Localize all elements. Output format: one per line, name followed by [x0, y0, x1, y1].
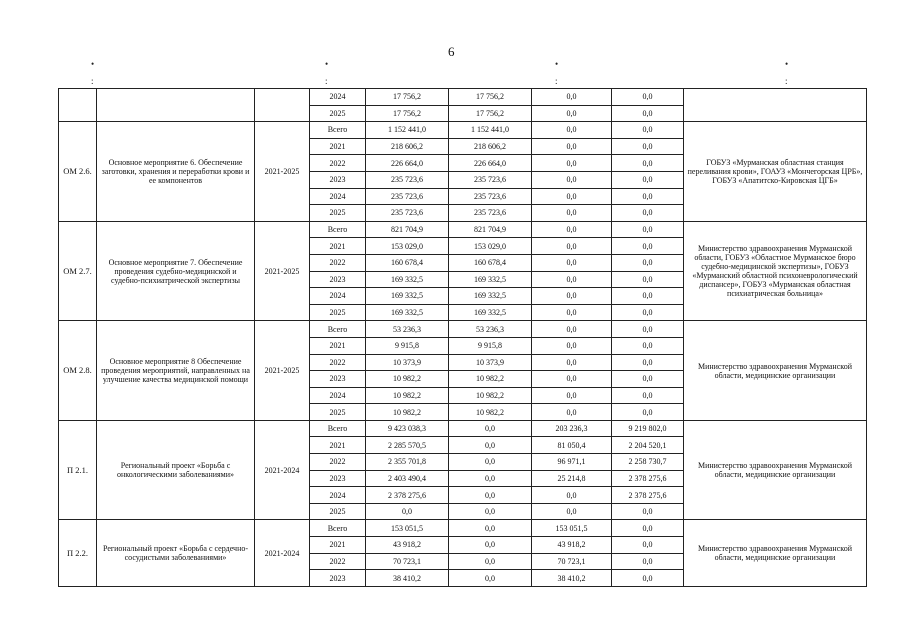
federal-budget-cell: 38 410,2	[532, 570, 612, 587]
total-cell: 43 918,2	[366, 537, 449, 554]
total-cell: 10 982,2	[366, 387, 449, 404]
total-cell: 10 982,2	[366, 404, 449, 421]
federal-budget-cell: 0,0	[532, 105, 612, 122]
year-cell: 2023	[310, 271, 366, 288]
regional-budget-cell: 0,0	[449, 470, 532, 487]
year-cell: 2021	[310, 238, 366, 255]
scan-mark: :	[785, 76, 788, 86]
regional-budget-cell: 169 332,5	[449, 304, 532, 321]
year-cell: 2024	[310, 387, 366, 404]
table-row	[59, 520, 867, 537]
total-cell: 2 378 275,6	[366, 487, 449, 504]
federal-budget-cell: 0,0	[532, 238, 612, 255]
year-cell: 2022	[310, 553, 366, 570]
page-number: 6	[448, 44, 455, 59]
other-source-cell: 0,0	[612, 271, 684, 288]
measure-code: П 2.1.	[59, 420, 97, 520]
scan-mark: •	[325, 59, 329, 69]
year-cell: 2023	[310, 570, 366, 587]
total-cell: 70 723,1	[366, 553, 449, 570]
measure-name: Основное мероприятие 8 Обеспечение проведения мероприятий, направленных на улучшение качества медицинской помощи	[97, 321, 255, 421]
federal-budget-cell: 0,0	[532, 304, 612, 321]
scan-mark: :	[325, 76, 328, 86]
implementation-period: 2021-2025	[255, 221, 310, 321]
federal-budget-cell: 70 723,1	[532, 553, 612, 570]
implementation-period: 2021-2025	[255, 321, 310, 421]
federal-budget-cell: 0,0	[532, 321, 612, 338]
year-cell: 2022	[310, 454, 366, 471]
year-cell: 2025	[310, 404, 366, 421]
year-cell: 2021	[310, 437, 366, 454]
other-source-cell: 0,0	[612, 89, 684, 106]
regional-budget-cell: 1 152 441,0	[449, 122, 532, 139]
other-source-cell: 0,0	[612, 238, 684, 255]
federal-budget-cell: 0,0	[532, 89, 612, 106]
scan-mark: •	[91, 59, 95, 69]
regional-budget-cell: 226 664,0	[449, 155, 532, 172]
total-cell: 821 704,9	[366, 221, 449, 238]
year-cell: Всего	[310, 221, 366, 238]
other-source-cell: 2 258 730,7	[612, 454, 684, 471]
other-source-cell: 0,0	[612, 354, 684, 371]
regional-budget-cell: 10 982,2	[449, 387, 532, 404]
other-source-cell: 0,0	[612, 404, 684, 421]
responsible-executor: Министерство здравоохранения Мурманской области, медицинские организации	[684, 520, 867, 586]
other-source-cell: 0,0	[612, 138, 684, 155]
total-cell: 2 403 490,4	[366, 470, 449, 487]
other-source-cell: 0,0	[612, 221, 684, 238]
regional-budget-cell: 0,0	[449, 537, 532, 554]
year-cell: 2022	[310, 155, 366, 172]
regional-budget-cell: 153 029,0	[449, 238, 532, 255]
scan-mark: :	[555, 76, 558, 86]
other-source-cell: 0,0	[612, 537, 684, 554]
federal-budget-cell: 0,0	[532, 221, 612, 238]
federal-budget-cell: 0,0	[532, 354, 612, 371]
total-cell: 0,0	[366, 503, 449, 520]
total-cell: 169 332,5	[366, 271, 449, 288]
federal-budget-cell: 0,0	[532, 138, 612, 155]
measure-name: Основное мероприятие 7. Обеспечение проведения судебно-медицинской и судебно-психиатрической экспертизы	[97, 221, 255, 321]
regional-budget-cell: 160 678,4	[449, 254, 532, 271]
regional-budget-cell: 821 704,9	[449, 221, 532, 238]
year-cell: 2021	[310, 537, 366, 554]
period-cell	[255, 89, 310, 122]
year-cell: Всего	[310, 420, 366, 437]
table-body	[59, 89, 867, 587]
regional-budget-cell: 0,0	[449, 437, 532, 454]
federal-budget-cell: 25 214,8	[532, 470, 612, 487]
total-cell: 235 723,6	[366, 188, 449, 205]
federal-budget-cell: 0,0	[532, 337, 612, 354]
federal-budget-cell: 43 918,2	[532, 537, 612, 554]
other-source-cell: 0,0	[612, 553, 684, 570]
other-source-cell: 2 378 275,6	[612, 487, 684, 504]
executor-cell	[684, 89, 867, 122]
federal-budget-cell: 0,0	[532, 371, 612, 388]
other-source-cell: 0,0	[612, 371, 684, 388]
regional-budget-cell: 10 373,9	[449, 354, 532, 371]
other-source-cell: 0,0	[612, 155, 684, 172]
year-cell: 2023	[310, 171, 366, 188]
other-source-cell: 0,0	[612, 304, 684, 321]
regional-budget-cell: 0,0	[449, 487, 532, 504]
responsible-executor: Министерство здравоохранения Мурманской области, медицинские организации	[684, 321, 867, 421]
year-cell: 2025	[310, 304, 366, 321]
federal-budget-cell: 0,0	[532, 503, 612, 520]
total-cell: 10 373,9	[366, 354, 449, 371]
year-cell: 2024	[310, 188, 366, 205]
year-cell: 2021	[310, 138, 366, 155]
year-cell: 2025	[310, 105, 366, 122]
program-funding-table	[58, 88, 867, 587]
measure-code: ОМ 2.6.	[59, 122, 97, 222]
other-source-cell: 2 378 275,6	[612, 470, 684, 487]
federal-budget-cell: 0,0	[532, 205, 612, 222]
total-cell: 2 285 570,5	[366, 437, 449, 454]
year-cell: 2024	[310, 89, 366, 106]
federal-budget-cell: 0,0	[532, 404, 612, 421]
federal-budget-cell: 81 050,4	[532, 437, 612, 454]
total-cell: 235 723,6	[366, 171, 449, 188]
regional-budget-cell: 17 756,2	[449, 89, 532, 106]
measure-code: ОМ 2.8.	[59, 321, 97, 421]
measure-name: Основное мероприятие 6. Обеспечение заготовки, хранения и переработки крови и ее компонентов	[97, 122, 255, 222]
other-source-cell: 0,0	[612, 570, 684, 587]
other-source-cell: 0,0	[612, 122, 684, 139]
regional-budget-cell: 53 236,3	[449, 321, 532, 338]
measure-code: ОМ 2.7.	[59, 221, 97, 321]
total-cell: 169 332,5	[366, 288, 449, 305]
table-row	[59, 221, 867, 238]
federal-budget-cell: 0,0	[532, 387, 612, 404]
year-cell: 2023	[310, 470, 366, 487]
responsible-executor: Министерство здравоохранения Мурманской области, ГОБУЗ «Областное Мурманское бюро судебно-медицинской экспертизы», ГОБУЗ «Мурманский областной психоневрологический диспансер», ГОБУЗ «Мурманская областная психиатрическая больница»	[684, 221, 867, 321]
total-cell: 169 332,5	[366, 304, 449, 321]
other-source-cell: 0,0	[612, 254, 684, 271]
code-cell	[59, 89, 97, 122]
implementation-period: 2021-2025	[255, 122, 310, 222]
total-cell: 160 678,4	[366, 254, 449, 271]
total-cell: 17 756,2	[366, 89, 449, 106]
regional-budget-cell: 17 756,2	[449, 105, 532, 122]
other-source-cell: 0,0	[612, 337, 684, 354]
total-cell: 38 410,2	[366, 570, 449, 587]
measure-name: Региональный проект «Борьба с онкологическими заболеваниями»	[97, 420, 255, 520]
implementation-period: 2021-2024	[255, 520, 310, 586]
other-source-cell: 0,0	[612, 387, 684, 404]
year-cell: 2024	[310, 288, 366, 305]
regional-budget-cell: 0,0	[449, 454, 532, 471]
regional-budget-cell: 0,0	[449, 553, 532, 570]
measure-code: П 2.2.	[59, 520, 97, 586]
federal-budget-cell: 0,0	[532, 171, 612, 188]
scan-mark: :	[91, 76, 94, 86]
name-cell	[97, 89, 255, 122]
year-cell: Всего	[310, 122, 366, 139]
regional-budget-cell: 235 723,6	[449, 171, 532, 188]
regional-budget-cell: 0,0	[449, 503, 532, 520]
year-cell: 2022	[310, 254, 366, 271]
total-cell: 226 664,0	[366, 155, 449, 172]
total-cell: 153 051,5	[366, 520, 449, 537]
regional-budget-cell: 0,0	[449, 570, 532, 587]
federal-budget-cell: 0,0	[532, 487, 612, 504]
scan-mark: •	[555, 59, 559, 69]
regional-budget-cell: 169 332,5	[449, 288, 532, 305]
regional-budget-cell: 9 915,8	[449, 337, 532, 354]
total-cell: 153 029,0	[366, 238, 449, 255]
federal-budget-cell: 0,0	[532, 188, 612, 205]
regional-budget-cell: 235 723,6	[449, 188, 532, 205]
regional-budget-cell: 0,0	[449, 420, 532, 437]
other-source-cell: 0,0	[612, 205, 684, 222]
year-cell: 2025	[310, 205, 366, 222]
table-row	[59, 122, 867, 139]
table-row	[59, 321, 867, 338]
year-cell: 2025	[310, 503, 366, 520]
total-cell: 9 915,8	[366, 337, 449, 354]
federal-budget-cell: 203 236,3	[532, 420, 612, 437]
federal-budget-cell: 96 971,1	[532, 454, 612, 471]
total-cell: 9 423 038,3	[366, 420, 449, 437]
total-cell: 235 723,6	[366, 205, 449, 222]
year-cell: 2021	[310, 337, 366, 354]
scan-mark: •	[785, 59, 789, 69]
year-cell: Всего	[310, 520, 366, 537]
year-cell: 2024	[310, 487, 366, 504]
responsible-executor: ГОБУЗ «Мурманская областная станция переливания крови», ГОАУЗ «Мончегорская ЦРБ», ГОБУЗ «Апатитско-Кировская ЦГБ»	[684, 122, 867, 222]
other-source-cell: 0,0	[612, 171, 684, 188]
year-cell: 2022	[310, 354, 366, 371]
table-row	[59, 420, 867, 437]
federal-budget-cell: 0,0	[532, 254, 612, 271]
federal-budget-cell: 153 051,5	[532, 520, 612, 537]
year-cell: 2023	[310, 371, 366, 388]
regional-budget-cell: 169 332,5	[449, 271, 532, 288]
implementation-period: 2021-2024	[255, 420, 310, 520]
table-row	[59, 89, 867, 106]
federal-budget-cell: 0,0	[532, 155, 612, 172]
other-source-cell: 0,0	[612, 188, 684, 205]
federal-budget-cell: 0,0	[532, 122, 612, 139]
other-source-cell: 9 219 802,0	[612, 420, 684, 437]
federal-budget-cell: 0,0	[532, 271, 612, 288]
other-source-cell: 0,0	[612, 503, 684, 520]
other-source-cell: 0,0	[612, 321, 684, 338]
other-source-cell: 0,0	[612, 288, 684, 305]
total-cell: 53 236,3	[366, 321, 449, 338]
measure-name: Региональный проект «Борьба с сердечно-сосудистыми заболеваниями»	[97, 520, 255, 586]
other-source-cell: 0,0	[612, 520, 684, 537]
federal-budget-cell: 0,0	[532, 288, 612, 305]
total-cell: 1 152 441,0	[366, 122, 449, 139]
regional-budget-cell: 235 723,6	[449, 205, 532, 222]
regional-budget-cell: 10 982,2	[449, 404, 532, 421]
responsible-executor: Министерство здравоохранения Мурманской области, медицинские организации	[684, 420, 867, 520]
regional-budget-cell: 218 606,2	[449, 138, 532, 155]
regional-budget-cell: 10 982,2	[449, 371, 532, 388]
year-cell: Всего	[310, 321, 366, 338]
regional-budget-cell: 0,0	[449, 520, 532, 537]
total-cell: 2 355 701,8	[366, 454, 449, 471]
total-cell: 218 606,2	[366, 138, 449, 155]
other-source-cell: 2 204 520,1	[612, 437, 684, 454]
other-source-cell: 0,0	[612, 105, 684, 122]
total-cell: 10 982,2	[366, 371, 449, 388]
total-cell: 17 756,2	[366, 105, 449, 122]
